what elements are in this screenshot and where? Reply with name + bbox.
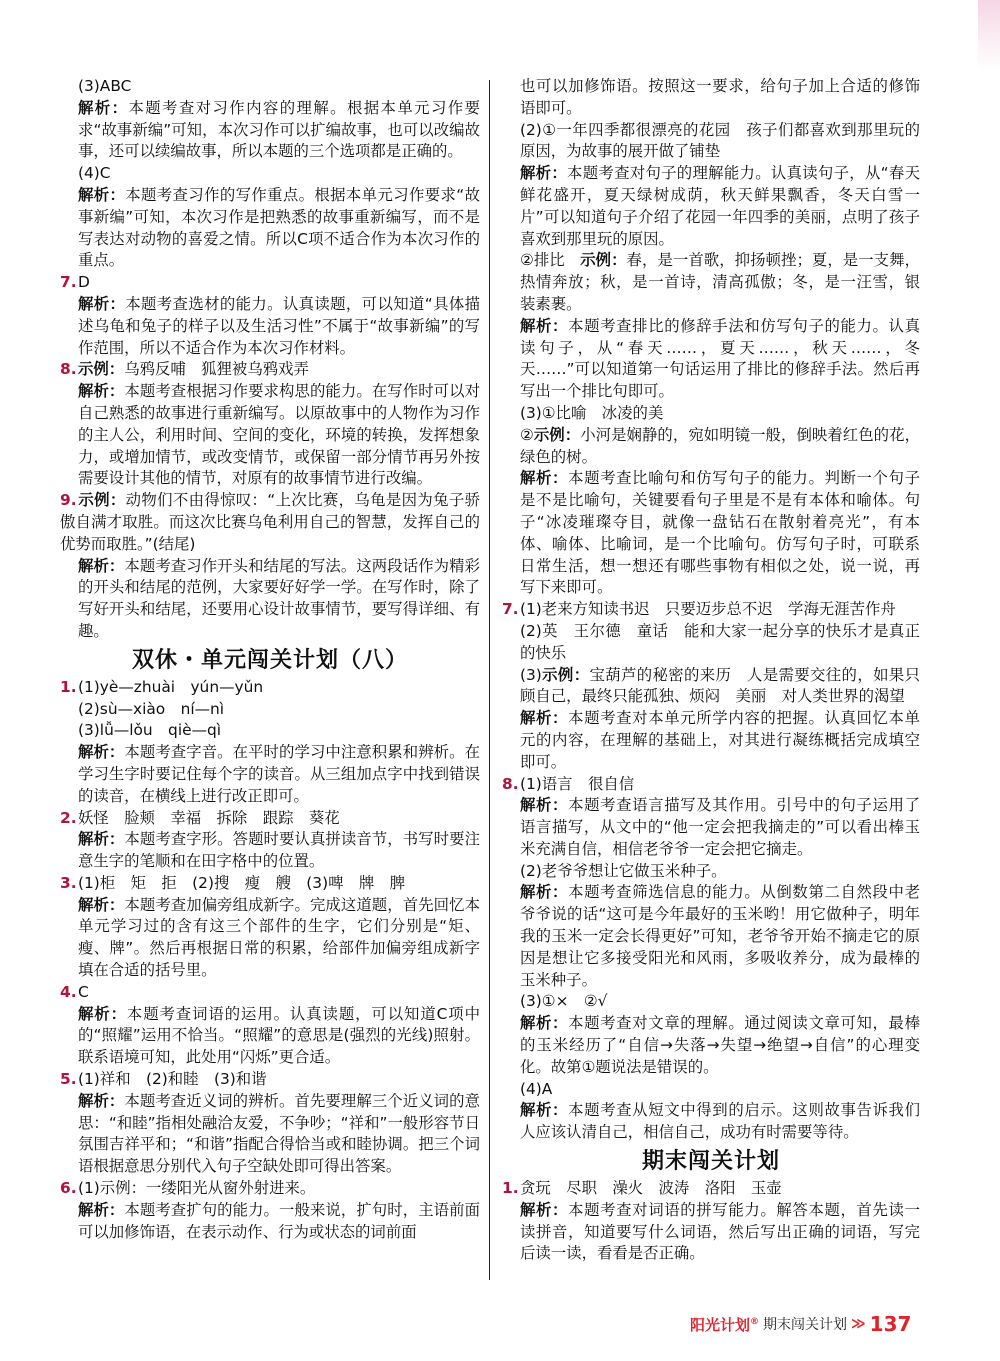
analysis-paragraph: [60, 381, 480, 490]
answer-text: C: [78, 982, 89, 1001]
answer-paragraph: [60, 873, 480, 895]
analysis-label: 解析：: [78, 382, 125, 401]
footer-title: 期末闯关计划: [763, 1317, 848, 1333]
answer-text: 宝葫芦的秘密的来历 人是需要交往的，如果只顾自己，最终只能孤独、烦闷 美丽 对人类世界的渴望: [520, 665, 920, 706]
section-title: 期末闯关计划: [641, 1148, 780, 1175]
answer-text: (3)ABC: [78, 77, 132, 95]
answer-paragraph: [502, 861, 920, 883]
analysis-label: 解析：: [78, 294, 126, 313]
answer-text: 乌鸦反哺 狐狸被乌鸦戏弄: [124, 360, 309, 379]
answer-paragraph: [502, 403, 920, 425]
question-number: 7.: [502, 600, 519, 619]
analysis-paragraph: [502, 1013, 920, 1078]
analysis-paragraph: [60, 185, 480, 272]
analysis-text: 本题考查语言描写及其作用。引号中的句子运用了语言描写，从文中的“他一定会把我摘走的”可以看出棒玉米充满自信，相信老爷爷一定会把它摘走。: [520, 796, 920, 858]
analysis-label: 解析：: [78, 1004, 127, 1023]
column-divider: [489, 80, 490, 1280]
question-number: 6.: [60, 1179, 77, 1198]
answer-text: (3)①比喻 冰凌的美: [520, 403, 664, 422]
answer-paragraph: [502, 76, 920, 120]
answer-text: 动物们不由得惊叹：“上次比赛，乌龟是因为兔子骄傲自满才取胜。而这次比赛乌龟利用自己的智慧，发挥自己的优势而取胜。”(结尾): [60, 491, 480, 553]
answer-text: (1)柜 矩 拒 (2)搜 瘦 艘 (3)啤 牌 脾: [78, 873, 406, 892]
analysis-text: 本题考查对词语的拼写能力。解答本题，首先读一读拼音，知道要写什么词语，然后写出正确的词语，写完后读一读，看看是否正确。: [520, 1200, 920, 1263]
analysis-label: 解析：: [78, 185, 126, 204]
answer-text: (3)①× ②√: [520, 992, 608, 1011]
question-number: 8.: [502, 774, 519, 793]
answer-text: (4)A: [520, 1079, 553, 1098]
answer-text: (1)祥和 (2)和睦 (3)和谐: [78, 1070, 267, 1089]
answer-text: (1)yè—zhuài yún—yǔn: [78, 677, 264, 696]
analysis-paragraph: [60, 98, 480, 163]
answer-paragraph: [60, 359, 480, 381]
answer-paragraph: [502, 1079, 920, 1101]
section-title: 双休・单元闯关计划（八）: [131, 646, 408, 673]
analysis-text: 本题考查筛选信息的能力。从倒数第二自然段中老爷爷说的话“这可是今年最好的玉米哟！用它做种子，明年我的玉米一定会长得更好”可知，老爷爷开始不摘走它的原因是想让它多接受阳光和风雨，多吸收养分，成为最棒的玉米种子。: [520, 883, 920, 989]
analysis-label: 解析：: [520, 316, 569, 335]
analysis-text: 本题考查排比的修辞手法和仿写句子的能力。认真读句子，从“春天……，夏天……，秋天……，冬天……”可以知道第一句话运用了排比的修辞手法。然后再写出一个排比句即可。: [520, 316, 920, 401]
analysis-paragraph: [502, 468, 920, 599]
page-corner-decoration: [978, 0, 1000, 70]
question-number: 9.: [60, 491, 77, 510]
analysis-paragraph: [502, 1200, 920, 1265]
analysis-label: 解析：: [78, 1091, 125, 1110]
answer-text: (4)C: [78, 164, 111, 183]
answer-text: 小河是娴静的，宛如明镜一般，倒映着红色的花，绿色的树。: [520, 425, 920, 466]
analysis-text: 本题考查对文章的理解。通过阅读文章可知，最棒的玉米经历了“自信→失落→失望→绝望→自信”的心理变化。故第①题说法是错误的。: [520, 1014, 920, 1076]
answer-paragraph: [502, 1178, 920, 1200]
page-footer: [690, 1312, 911, 1336]
analysis-paragraph: [60, 742, 480, 807]
example-label: 示例：: [533, 425, 581, 444]
analysis-label: 解析：: [78, 743, 125, 762]
question-number: 3.: [60, 873, 77, 892]
analysis-label: 解析：: [520, 883, 569, 902]
analysis-label: 解析：: [520, 1014, 569, 1033]
answer-paragraph: [60, 272, 480, 294]
answer-text: D: [78, 273, 90, 292]
analysis-label: 解析：: [520, 164, 568, 183]
analysis-paragraph: [502, 795, 920, 860]
answer-paragraph: [502, 250, 920, 315]
analysis-paragraph: [60, 829, 480, 873]
analysis-paragraph: [502, 1100, 920, 1144]
analysis-text: 本题考查习作的写作重点。根据本单元习作要求“故事新编”可知，本次习作是把熟悉的故事重新编写，而不是写表达对动物的喜爱之情。所以C项不适合作为本次习作的重点。: [78, 185, 480, 270]
answer-text: (2)sù—xiào ní—nì: [78, 699, 225, 718]
footer-arrow-icon: ≫: [851, 1316, 866, 1332]
analysis-text: 本题考查对习作内容的理解。根据本单元习作要求“故事新编”可知，本次习作可以扩编故事，也可以改编故事，还可以续编故事，所以本题的三个选项都是正确的。: [78, 98, 480, 161]
analysis-label: 解析：: [78, 1200, 125, 1219]
analysis-text: 本题考查字形。答题时要认真拼读音节，书写时要注意生字的笔顺和在田字格中的位置。: [78, 830, 480, 871]
analysis-paragraph: [60, 556, 480, 643]
right-column: [502, 76, 920, 1265]
footer-brand: 阳光计划®: [690, 1315, 760, 1334]
analysis-label: 解析：: [78, 98, 129, 117]
analysis-label: 解析：: [520, 1200, 569, 1219]
analysis-text: 本题考查加偏旁组成新字。完成这道题，首先回忆本单元学习过的含有这三个部件的生字，它们分别是“矩、瘦、牌”。然后再根据日常的积累，给部件加偏旁组成新字填在合适的括号里。: [78, 895, 480, 980]
question-number: 1.: [60, 677, 77, 696]
analysis-text: 本题考查近义词的辨析。首先要理解三个近义词的意思：“和睦”指相处融洽友爱，不争吵；“祥和”一般形容节日氛围吉祥平和；“和谐”指配合得恰当或和睦协调。把三个词语根据意思分别代入句子空缺处即可得出答案。: [78, 1091, 480, 1176]
example-label: 示例：: [541, 665, 590, 684]
answer-text: (1)语言 很自信: [520, 774, 635, 793]
answer-paragraph: [60, 699, 480, 721]
answer-text: (2)英 王尔德 童话 能和大家一起分享的快乐才是真正的快乐: [520, 621, 920, 662]
analysis-text: 本题考查词语的运用。认真读题，可以知道C项中的“照耀”运用不恰当。“照耀”的意思是(强烈的光线)照射。联系语境可知，此处用“闪烁”更合适。: [78, 1004, 480, 1067]
answer-text: (3)lǚ—lǒu qiè—qì: [78, 721, 222, 740]
answer-text: (1)老来方知读书迟 只要迈步总不迟 学海无涯苦作舟: [520, 600, 896, 619]
analysis-paragraph: [60, 1004, 480, 1069]
analysis-paragraph: [60, 1200, 480, 1244]
answer-paragraph: [502, 774, 920, 796]
analysis-label: 解析：: [520, 469, 569, 488]
example-label: 示例：: [78, 360, 125, 379]
answer-paragraph: [60, 982, 480, 1004]
question-number: 8.: [60, 360, 77, 379]
analysis-paragraph: [60, 895, 480, 982]
example-label: 示例：: [580, 251, 627, 270]
question-number: 5.: [60, 1070, 77, 1089]
example-label: 示例：: [78, 491, 126, 510]
analysis-text: 本题考查习作开头和结尾的写法。这两段话作为精彩的开头和结尾的范例，大家要好好学一学。在写作时，除了写好开头和结尾，还要用心设计故事情节，要写得详细、有趣。: [78, 556, 480, 640]
analysis-paragraph: [502, 316, 920, 403]
analysis-label: 解析：: [520, 796, 569, 815]
answer-paragraph: [502, 991, 920, 1013]
analysis-text: 本题考查字音。在平时的学习中注意积累和辨析。在学习生字时要记住每个字的读音。从三组加点字中找到错误的读音，在横线上进行改正即可。: [78, 743, 480, 805]
analysis-label: 解析：: [78, 895, 125, 914]
analysis-text: 本题考查扩句的能力。一般来说，扩句时，主语前面可以加修饰语，在表示动作、行为或状态的词前面: [78, 1200, 480, 1241]
question-number: 2.: [60, 808, 77, 827]
analysis-text: 本题考查从短文中得到的启示。这则故事告诉我们人应该认清自己，相信自己，成功有时需要等待。: [520, 1101, 920, 1142]
answer-paragraph: [60, 163, 480, 185]
analysis-label: 解析：: [520, 709, 569, 728]
answer-paragraph: [502, 665, 920, 709]
answer-text: (2)老爷爷想让它做玉米种子。: [520, 861, 727, 880]
answer-paragraph: [60, 1069, 480, 1091]
page-number: 137: [869, 1312, 912, 1336]
analysis-text: 本题考查选材的能力。认真读题，可以知道“具体描述乌龟和兔子的样子以及生活习性”不属于“故事新编”的写作范围，所以不适合作为本次习作材料。: [78, 294, 480, 357]
left-column: [60, 76, 480, 1243]
analysis-paragraph: [60, 1091, 480, 1178]
answer-paragraph: [60, 808, 480, 830]
answer-text: ②: [520, 425, 534, 444]
answer-paragraph: [60, 720, 480, 742]
analysis-label: 解析：: [520, 1101, 569, 1120]
answer-paragraph: [502, 425, 920, 469]
answer-paragraph: [502, 120, 920, 164]
analysis-label: 解析：: [78, 556, 125, 575]
question-number: 1.: [502, 1179, 519, 1198]
question-number: 7.: [60, 273, 77, 292]
analysis-paragraph: [502, 163, 920, 250]
analysis-paragraph: [60, 294, 480, 359]
answer-text: 春，是一首歌，抑扬顿挫；夏，是一支舞，热情奔放；秋，是一首诗，清高孤傲；冬，是一汪雪，银装素裹。: [520, 251, 920, 313]
answer-paragraph: [502, 599, 920, 621]
analysis-text: 本题考查对本单元所学内容的把握。认真回忆本单元的内容，在理解的基础上，对其进行凝练概括完成填空即可。: [520, 709, 920, 771]
analysis-paragraph: [502, 882, 920, 991]
answer-paragraph: [60, 76, 480, 98]
answer-text: ②排比: [520, 251, 581, 270]
answer-text: 妖怪 脸颊 幸福 拆除 跟踪 葵花: [78, 808, 340, 827]
answer-text: (1)示例：一缕阳光从窗外射进来。: [78, 1179, 316, 1198]
answer-paragraph: [60, 677, 480, 699]
answer-text: (3): [520, 665, 542, 684]
answer-text: 贪玩 尽职 澡火 波涛 洛阳 玉壶: [520, 1179, 782, 1198]
analysis-label: 解析：: [78, 830, 125, 849]
answer-text: 也可以加修饰语。按照这一要求，给句子加上合适的修饰语即可。: [520, 77, 920, 117]
answer-text: (2)①一年四季都很漂亮的花园 孩子们都喜欢到那里玩的原因，为故事的展开做了铺垫: [520, 120, 920, 161]
answer-paragraph: [60, 1178, 480, 1200]
answer-paragraph: [60, 490, 480, 555]
analysis-paragraph: [502, 708, 920, 773]
analysis-text: 本题考查比喻句和仿写句子的能力。判断一个句子是不是比喻句，关键要看句子里是不是有本体和喻体。句子“冰凌璀璨夺目，就像一盘钻石在散射着亮光”，有本体、喻体、比喻词，是一个比喻句。仿写句子时，可联系日常生活，想一想还有哪些事物有相似之处，说一说，再写下来即可。: [520, 469, 920, 597]
question-number: 4.: [60, 982, 77, 1001]
answer-paragraph: [502, 621, 920, 665]
analysis-text: 本题考查对句子的理解能力。认真读句子，从“春天鲜花盛开，夏天绿树成荫，秋天鲜果飘香，冬天白雪一片”可以知道句子介绍了花园一年四季的美丽，点明了孩子喜欢到那里玩的原因。: [520, 164, 920, 248]
analysis-text: 本题考查根据习作要求构思的能力。在写作时可以对自己熟悉的故事进行重新编写。以原故事中的人物作为习作的主人公，利用时间、空间的变化，环境的转换，发挥想象力，或增加情节，或改变情节，或保留一部分情节再另外按需要设计其他的情节，对原有的故事情节进行改编。: [78, 382, 480, 488]
